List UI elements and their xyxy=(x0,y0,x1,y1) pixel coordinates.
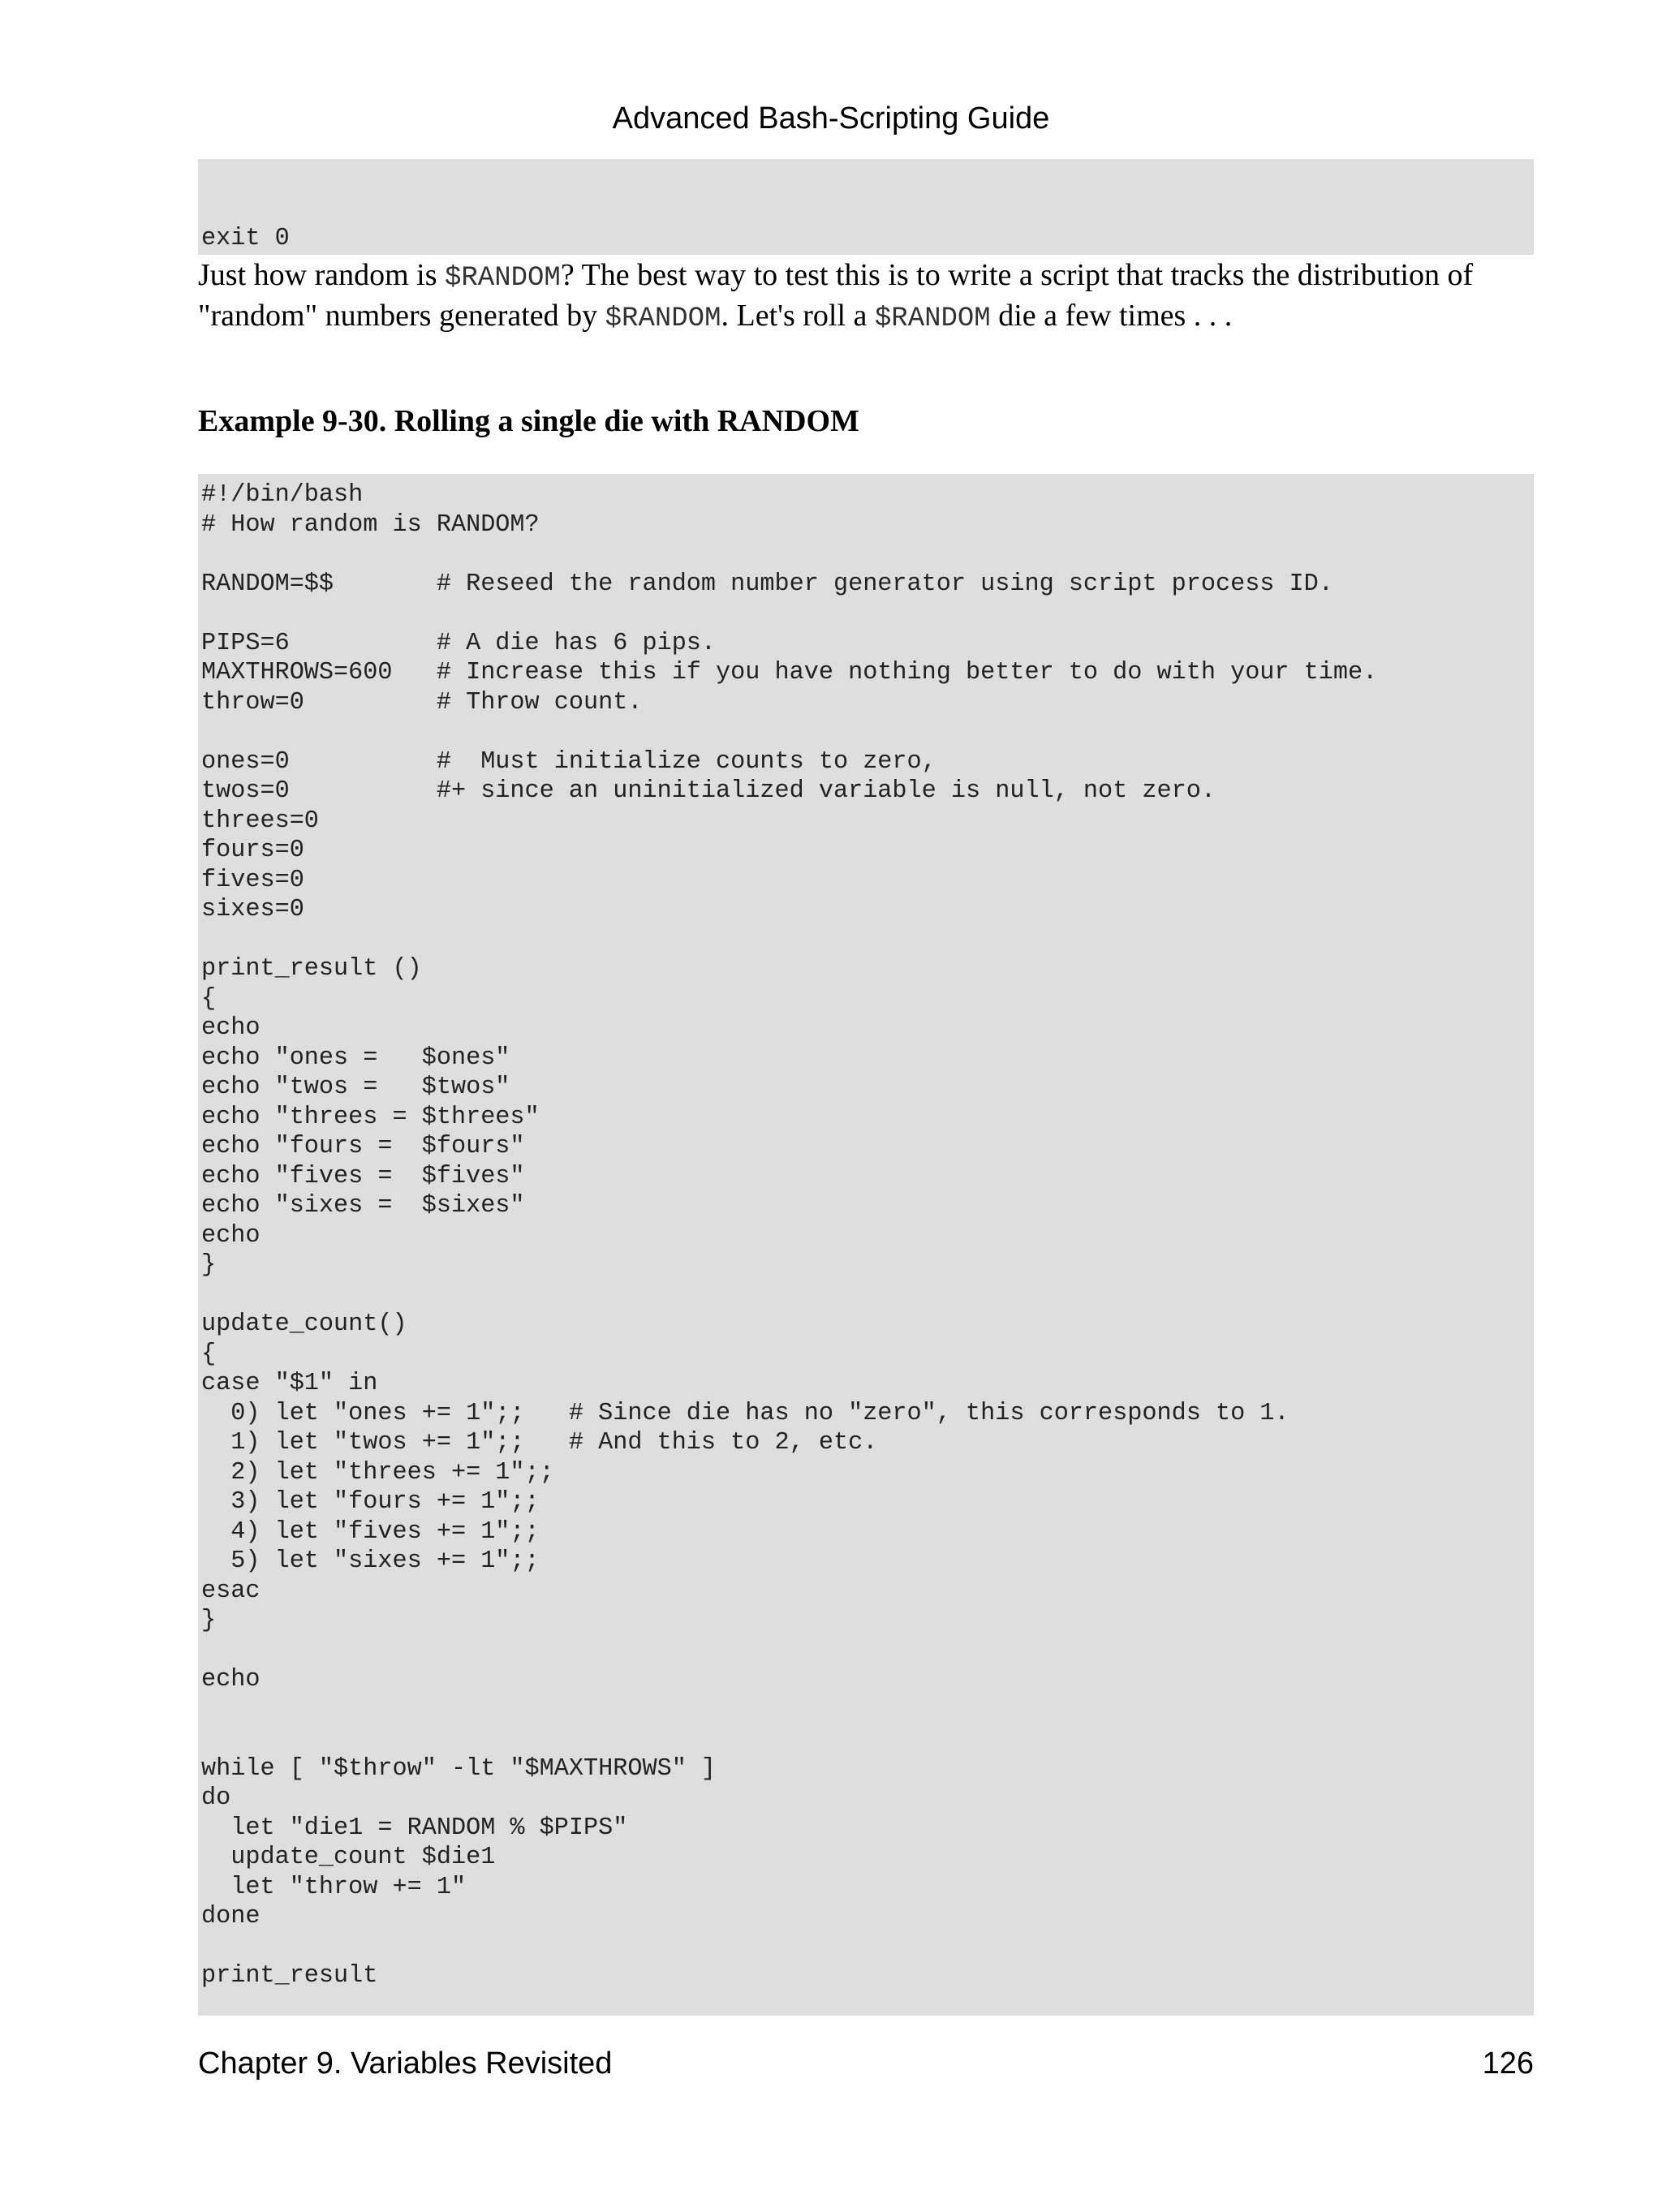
code-line: threes=0 xyxy=(201,807,319,835)
inline-code: $RANDOM xyxy=(874,303,991,334)
code-line xyxy=(201,1724,1534,1754)
paragraph-text: . Let's roll a xyxy=(721,299,875,333)
code-line: fours=0 xyxy=(201,837,304,864)
code-line: do xyxy=(201,1784,231,1812)
page-number: 126 xyxy=(1482,2046,1534,2081)
code-line: print_result () xyxy=(201,955,422,983)
code-line: update_count $die1 xyxy=(201,1844,496,1871)
code-line xyxy=(201,717,1534,747)
code-line: case "$1" in xyxy=(201,1370,378,1397)
page-footer xyxy=(198,2043,1534,2084)
code-line xyxy=(201,1695,1534,1725)
code-line xyxy=(201,1932,1534,1962)
code-line: done xyxy=(201,1903,260,1930)
code-line: fives=0 xyxy=(201,866,304,894)
code-line: exit 0 xyxy=(201,225,290,252)
code-line: while [ "$throw" -lt "$MAXTHROWS" ] xyxy=(201,1754,717,1783)
code-line: 4) let "fives += 1";; xyxy=(201,1517,540,1546)
example-title: Example 9-30. Rolling a single die with RANDOM xyxy=(198,404,859,438)
inline-code: $RANDOM xyxy=(445,263,561,294)
code-line xyxy=(201,925,1534,955)
code-line: let "die1 = RANDOM % $PIPS" xyxy=(201,1814,628,1842)
footer-chapter: Chapter 9. Variables Revisited xyxy=(198,2046,613,2081)
code-block-top xyxy=(198,159,1534,255)
code-line: 2) let "threes += 1";; xyxy=(201,1458,554,1487)
code-line: RANDOM=$$ # Reseed the random number generator using script process ID. xyxy=(201,570,1333,598)
code-line: # How random is RANDOM? xyxy=(201,510,540,539)
code-line: echo "fives = $fives" xyxy=(201,1162,525,1190)
code-line: PIPS=6 # A die has 6 pips. xyxy=(201,629,717,657)
code-line xyxy=(201,540,1534,570)
code-line: sixes=0 xyxy=(201,896,304,923)
code-line: twos=0 #+ since an uninitialized variable is null, not zero. xyxy=(201,777,1216,805)
code-line: 0) let "ones += 1";; # Since die has no "zero", this corresponds to 1. xyxy=(201,1399,1290,1427)
code-line: throw=0 # Throw count. xyxy=(201,688,643,717)
paragraph-text: die a few times . . . xyxy=(990,299,1233,333)
code-line: ones=0 # Must initialize counts to zero, xyxy=(201,747,936,776)
code-line: echo "fours = $fours" xyxy=(201,1133,525,1160)
code-line: MAXTHROWS=600 # Increase this if you have nothing better to do with your time. xyxy=(201,659,1378,686)
code-line: echo xyxy=(201,1666,260,1693)
code-line: echo "threes = $threes" xyxy=(201,1103,540,1131)
inline-code: $RANDOM xyxy=(605,303,721,334)
code-line: let "throw += 1" xyxy=(201,1873,467,1901)
code-line xyxy=(201,599,1534,629)
intro-paragraph xyxy=(198,256,1534,338)
code-line: esac xyxy=(201,1577,260,1605)
code-line: echo "twos = $twos" xyxy=(201,1074,510,1101)
code-line: 3) let "fours += 1";; xyxy=(201,1488,540,1516)
code-line: echo "ones = $ones" xyxy=(201,1044,510,1072)
paragraph-text: ? The best way to test this is to write a script that tracks the distribution of "random" numbers generated by xyxy=(198,258,1474,333)
paragraph-text: Just how random is xyxy=(198,258,445,292)
code-line: update_count() xyxy=(201,1310,407,1338)
code-line: { xyxy=(201,984,217,1013)
code-line: echo xyxy=(201,1221,260,1250)
code-line: { xyxy=(201,1340,217,1368)
code-line: print_result xyxy=(201,1962,378,1990)
page-header: Advanced Bash-Scripting Guide xyxy=(612,101,1050,136)
code-block-main xyxy=(198,474,1534,2016)
code-line: echo xyxy=(201,1014,260,1042)
code-line: echo "sixes = $sixes" xyxy=(201,1192,525,1220)
code-line: } xyxy=(201,1607,217,1634)
code-line xyxy=(201,1280,1534,1310)
code-line: 1) let "twos += 1";; # And this to 2, etc. xyxy=(201,1429,878,1457)
code-line: } xyxy=(201,1251,217,1279)
code-line xyxy=(201,1636,1534,1666)
code-line: 5) let "sixes += 1";; xyxy=(201,1547,540,1575)
code-line: #!/bin/bash xyxy=(201,481,364,509)
